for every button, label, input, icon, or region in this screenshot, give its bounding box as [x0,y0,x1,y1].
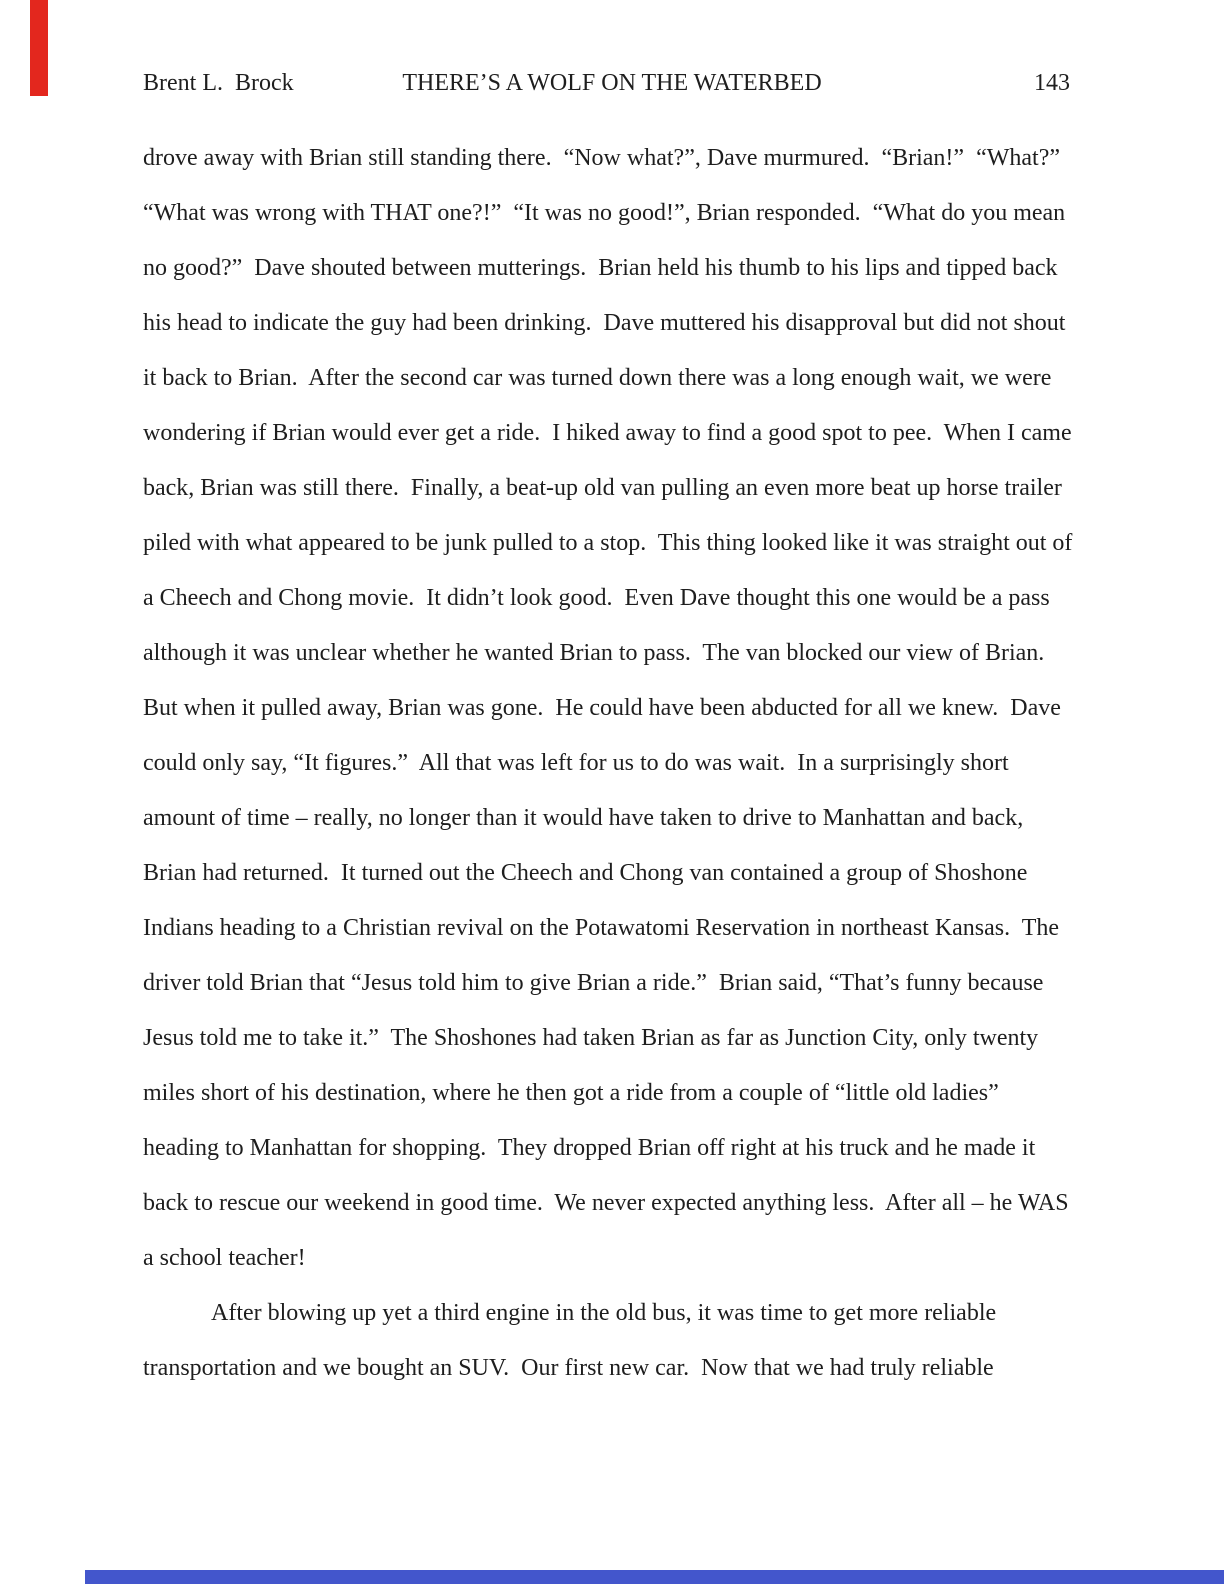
text-line: wondering if Brian would ever get a ride. I hiked away to find a good spot to pee. When I came [143,420,1072,446]
text-line: Brian had returned. It turned out the Cheech and Chong van contained a group of Shoshone [143,860,1028,886]
text-line: could only say, “It figures.” All that was left for us to do was wait. In a surprisingly short [143,750,1009,776]
header-page-number: 143 [1034,70,1070,96]
text-line: back to rescue our weekend in good time. We never expected anything less. After all – he WAS [143,1190,1069,1216]
text-line: heading to Manhattan for shopping. They dropped Brian off right at his truck and he made it [143,1135,1036,1161]
text-line: his head to indicate the guy had been drinking. Dave muttered his disapproval but did not shout [143,310,1066,336]
text-line: Indians heading to a Christian revival on the Potawatomi Reservation in northeast Kansas. The [143,915,1060,941]
text-line: transportation and we bought an SUV. Our first new car. Now that we had truly reliable [143,1355,994,1381]
text-line: back, Brian was still there. Finally, a beat-up old van pulling an even more beat up horse trailer [143,475,1062,501]
text-line: miles short of his destination, where he then got a ride from a couple of “little old ladies” [143,1080,999,1106]
text-line: drove away with Brian still standing there. “Now what?”, Dave murmured. “Brian!” “What?” [143,145,1061,171]
header-title: THERE’S A WOLF ON THE WATERBED [402,70,822,96]
text-line: a Cheech and Chong movie. It didn’t look good. Even Dave thought this one would be a pass [143,585,1050,611]
body-text [143,131,1088,1396]
text-line: “What was wrong with THAT one?!” “It was no good!”, Brian responded. “What do you mean [143,200,1066,226]
text-line: But when it pulled away, Brian was gone. He could have been abducted for all we knew. Dave [143,695,1061,721]
header-author: Brent L. Brock [143,70,294,96]
text-line: After blowing up yet a third engine in the old bus, it was time to get more reliable [211,1300,997,1326]
text-line: driver told Brian that “Jesus told him to give Brian a ride.” Brian said, “That’s funny because [143,970,1044,996]
blue-scan-artifact-bar [85,1570,1224,1584]
text-line: it back to Brian. After the second car was turned down there was a long enough wait, we were [143,365,1052,391]
text-line: although it was unclear whether he wanted Brian to pass. The van blocked our view of Brian. [143,640,1045,666]
text-line: no good?” Dave shouted between mutterings. Brian held his thumb to his lips and tipped back [143,255,1058,281]
text-line: Jesus told me to take it.” The Shoshones had taken Brian as far as Junction City, only twenty [143,1025,1039,1051]
text-line: amount of time – really, no longer than it would have taken to drive to Manhattan and back, [143,805,1024,831]
text-line: a school teacher! [143,1245,306,1271]
text-line: piled with what appeared to be junk pulled to a stop. This thing looked like it was straight out of [143,530,1073,556]
